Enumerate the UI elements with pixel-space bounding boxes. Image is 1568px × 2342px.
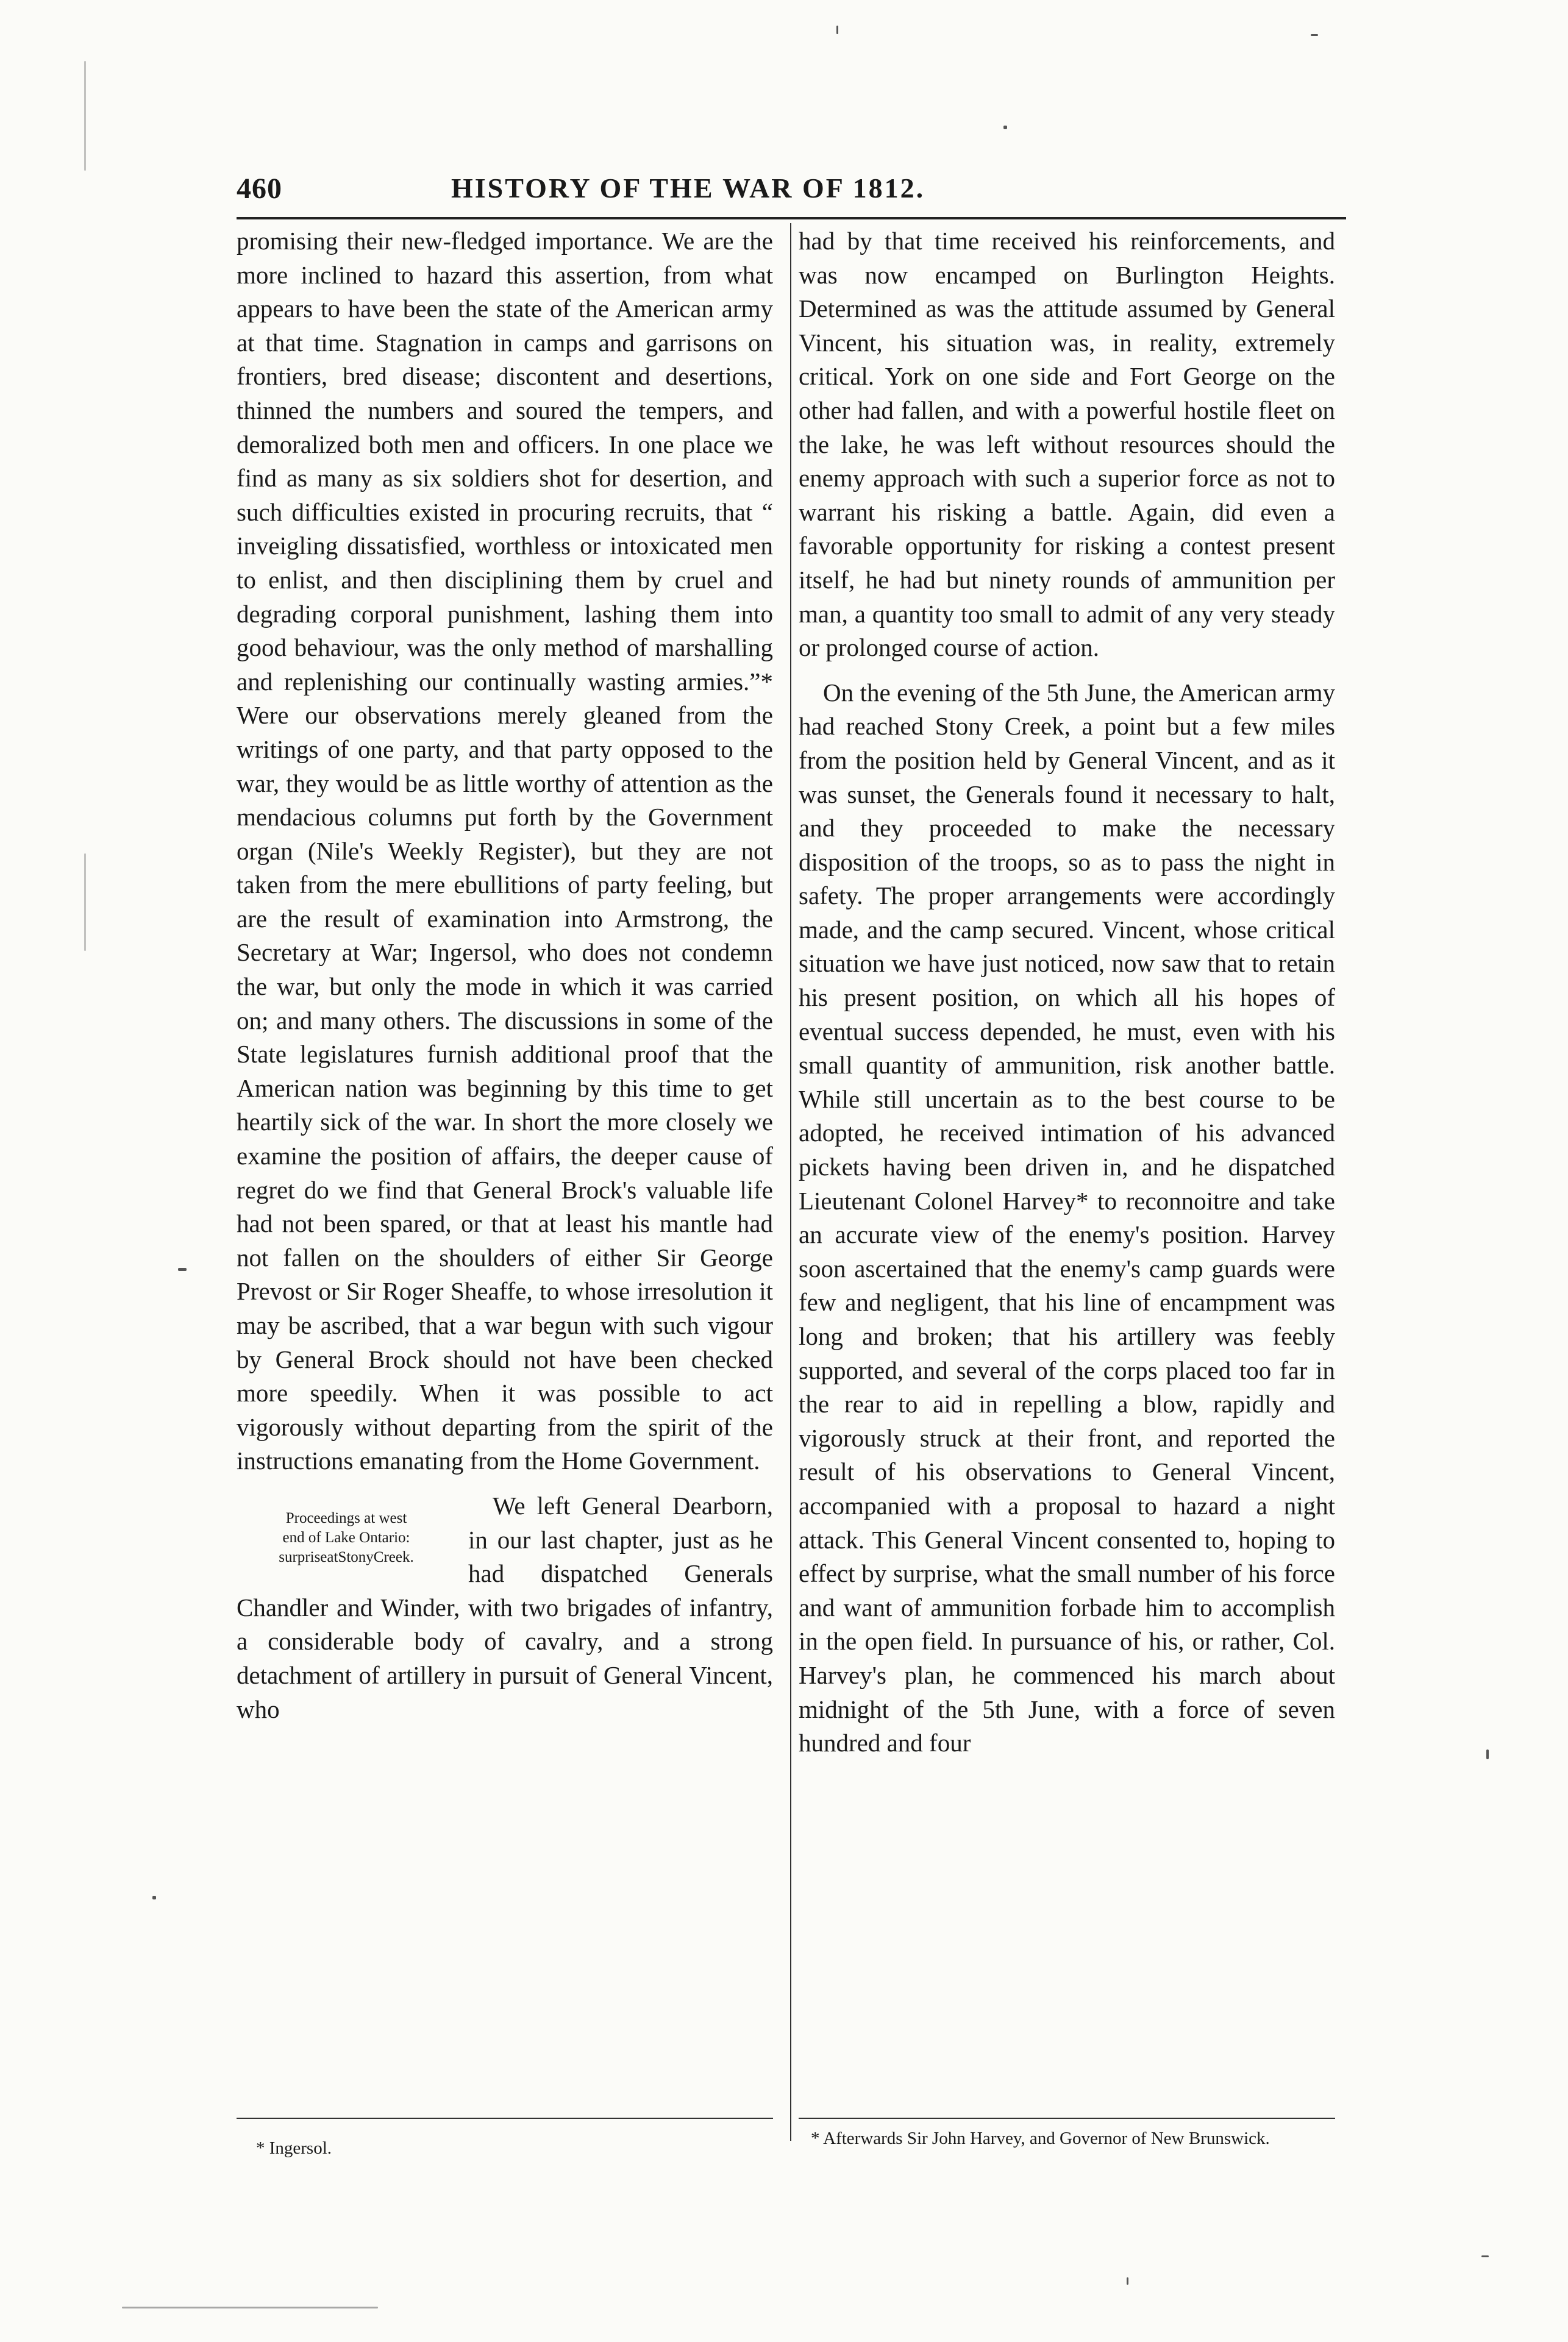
scan-speck bbox=[1003, 126, 1007, 129]
footnote-rule-right bbox=[799, 2118, 1335, 2119]
scan-speck bbox=[84, 853, 86, 951]
left-paragraph-2: We left General Dearborn, in our last chapter, just as he had dispatched Generals Chandler and Winder, with two brigades of infantry, a considerable body of cavalry, and a strong detachment of artillery in pursuit of General Vincent, who bbox=[237, 1491, 773, 1723]
scan-speck bbox=[178, 1268, 187, 1271]
running-head: HISTORY OF THE WAR OF 1812. bbox=[451, 173, 925, 204]
scan-speck bbox=[1481, 2255, 1489, 2257]
footnote-rule-left bbox=[237, 2118, 773, 2119]
scan-speck bbox=[1127, 2277, 1128, 2285]
sidenote-line-3: surpriseatStonyCreek. bbox=[279, 1548, 414, 1565]
left-paragraph-1: promising their new-fledged importance. We are the more inclined to hazard this assertion, from what appears to have been the state of the American army at that time. Stagnation in camps and garrisons on frontiers, bred disease; discontent and desertions, thinned the numbers and soured the tempers, and demoralized both men and officers. In one place we find as many as six soldiers shot for desertion, and such difficulties existed in procuring recruits, that “ inveigling dissatisfied, worthless or intoxicated men to enlist, and then disciplining them by cruel and degrading corporal punishment, lashing them into good behaviour, was the only method of marshalling and replenishing our continually wasting armies.”* Were our observations merely gleaned from the writings of one party, and that party opposed to the war, they would be as little worthy of attention as the mendacious columns put forth by the Government organ (Nile's Weekly Register), but they are not taken from the mere ebullitions of party feeling, but are the result of examination into Armstrong, the Secretary at War; Ingersol, who does not condemn the war, but only the mode in which it was carried on; and many others. The discussions in some of the State legislatures furnish additional proof that the American nation was beginning by this time to get heartily sick of the war. In short the more closely we examine the position of affairs, the deeper cause of regret do we find that General Brock's valuable life had not been spared, or that at least his mantle had not fallen on the shoulders of either Sir George Prevost or Sir Roger Sheaffe, to whose irresolution it may be ascribed, that a war begun with such vigour by General Brock should not have been checked more speedily. When it was possible to act vigorously without departing from the spirit of the instructions emanating from the Home Government. bbox=[237, 227, 773, 1475]
scan-speck bbox=[1311, 34, 1318, 36]
right-paragraph-2: On the evening of the 5th June, the American army had reached Stony Creek, a point but a few miles from the position held by General Vincent, and as it was sunset, the Generals found it necessary to halt, and they proceeded to make the necessary disposition of the troops, so as to pass the night in safety. The proper arrangements were accordingly made, and the camp secured. Vincent, whose critical situation we have just noticed, now saw that to retain his present position, on which all his hopes of eventual success depended, he must, even with his small quantity of ammunition, risk another battle. While still uncertain as to the best course to be adopted, he received intimation of his advanced pickets having been driven in, and he dispatched Lieutenant Colonel Harvey* to reconnoitre and take an accurate view of the enemy's position. Harvey soon ascertained that the enemy's camp guards were few and negligent, that his line of encampment was long and broken; that his artillery was feebly supported, and several of the corps placed too far in the rear to aid in repelling a blow, rapidly and vigorously struck at their front, and reported the result of his observations to General Vincent, accompanied with a proposal to hazard a night attack. This General Vincent consented to, hoping to effect by surprise, what the small number of his force and want of ammunition forbade him to accomplish in the open field. In pursuance of his, or rather, Col. Harvey's plan, he commenced his march about midnight of the 5th June, with a force of seven hundred and four bbox=[799, 678, 1335, 1757]
header-rule bbox=[237, 217, 1346, 219]
marginal-sidenote bbox=[237, 1509, 456, 1567]
right-paragraph-1: had by that time received his reinforcements, and was now encamped on Burlington Heights. Determined as was the attitude assumed by General Vincent, his situation was, in reality, extremely critical. York on one side and Fort George on the other had fallen, and with a powerful hostile fleet on the lake, he was left without resources should the enemy approach with such a superior force as not to warrant his risking a battle. Again, did even a favorable opportunity for risking a contest present itself, he had but ninety rounds of ammunition per man, a quantity too small to admit of any very steady or prolonged course of action. bbox=[799, 227, 1335, 662]
scan-speck bbox=[122, 2307, 378, 2308]
footnote-left: * Ingersol. bbox=[256, 2138, 332, 2158]
scan-speck bbox=[836, 26, 838, 34]
sidenote-line-2: end of Lake Ontario: bbox=[282, 1529, 410, 1546]
scan-speck bbox=[84, 61, 86, 171]
scan-speck bbox=[1486, 1749, 1489, 1759]
sidenote-line-1: Proceedings at west bbox=[285, 1509, 407, 1526]
page-number: 460 bbox=[237, 173, 282, 205]
right-column bbox=[799, 224, 1335, 1760]
left-column bbox=[237, 224, 773, 1726]
scan-speck bbox=[152, 1896, 156, 1899]
column-divider bbox=[790, 223, 791, 2141]
footnote-right: * Afterwards Sir John Harvey, and Governor of New Brunswick. bbox=[811, 2129, 1270, 2148]
